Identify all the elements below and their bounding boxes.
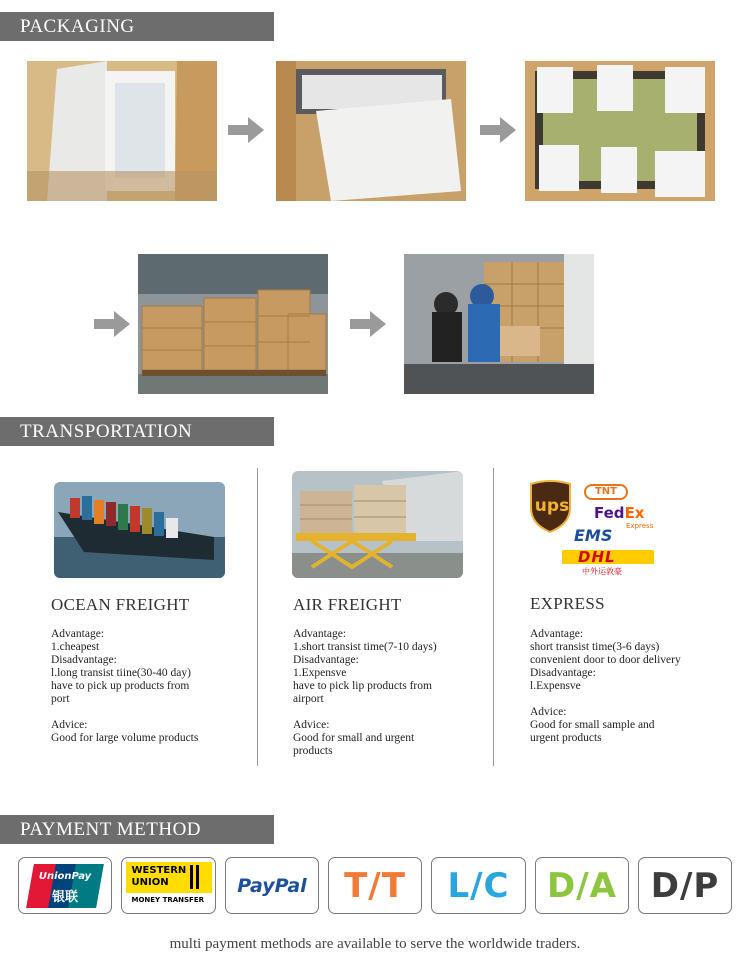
arrow-right-icon [228,117,264,143]
tt-card [328,857,422,914]
western-union-line1: WESTERN [131,864,187,876]
paypal-logo: PayPal [237,874,307,897]
packaging-photo-foam-sheet [276,61,466,201]
western-union-line2: UNION [131,876,169,888]
lc-card [431,857,526,914]
air-freight-photo [292,471,463,578]
air-freight-details: Advantage: 1.short transist time(7-10 days) Disadvantage: 1.Expensve have to pick lip products from airport Advice: Good for small and urgent products [293,628,437,757]
ems-logo: EMS [574,526,613,545]
unionpay-logo [30,864,100,908]
arrow-right-icon [350,311,386,337]
express-title: EXPRESS [530,594,605,613]
payment-header: PAYMENT METHOD [0,815,274,844]
packaging-header: PACKAGING [0,12,274,41]
arrow-right-icon [94,311,130,337]
column-divider [493,468,494,766]
express-carrier-logos [528,480,668,580]
unionpay-chinese-text: 银联 [51,889,78,905]
ocean-freight-details: Advantage: 1.cheapest Disadvantage: l.long transist tiine(30-40 day) have to pick up products from port Advice: Good for large volume products [51,628,199,744]
lc-label: L/C [447,865,510,906]
unionpay-card [18,857,112,914]
western-union-card [121,857,216,914]
da-label: D/A [547,865,617,906]
packaging-photo-container-loading [404,254,594,394]
packaging-photo-pallets-image [138,254,328,394]
arrow-right-icon [480,117,516,143]
paypal-card [225,857,319,914]
dp-card [638,857,732,914]
western-union-line3: MONEY TRANSFER [131,895,204,904]
air-freight-photo-image [292,471,463,578]
packaging-photo-foam-corners-image [525,61,715,201]
fedex-logo [594,504,644,522]
dhl-logo: DHL [578,548,616,566]
payment-footer-text: multi payment methods are available to serve the worldwide traders. [169,936,581,952]
packaging-photo-foam-corners [525,61,715,201]
packaging-photo-foam-box-image [27,61,217,201]
dhl-chinese-label: 中外运敦豪 [582,567,622,576]
unionpay-text: UnionPay [38,870,92,882]
western-union-logo [126,862,212,910]
packaging-photo-container-loading-image [404,254,594,394]
da-card [535,857,629,914]
dp-label: D/P [650,865,720,906]
express-details: Advantage: short transist time(3-6 days) convenient door to door delivery Disadvantage: l.Expensve Advice: Good for small sample and urgent products [530,628,681,744]
packaging-photo-foam-sheet-image [276,61,466,201]
ocean-freight-photo [54,482,225,578]
transportation-header: TRANSPORTATION [0,417,274,446]
tt-label: T/T [344,865,406,906]
packaging-photo-pallets [138,254,328,394]
tnt-logo: TNT [584,484,628,500]
column-divider [257,468,258,766]
ups-logo-text: ups [534,496,570,516]
air-freight-title: AIR FREIGHT [293,595,402,614]
ocean-freight-title: OCEAN FREIGHT [51,595,190,614]
fedex-express-label: Express [626,522,654,530]
fedex-logo-ex: Ex [624,504,645,522]
packaging-photo-foam-box [27,61,217,201]
fedex-logo-fed: Fed [594,504,625,522]
ocean-freight-photo-image [54,482,225,578]
